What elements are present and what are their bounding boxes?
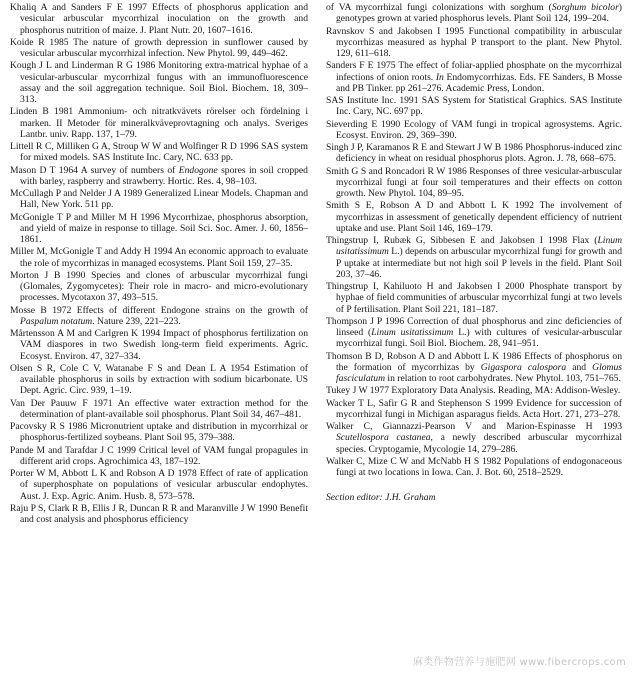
reference-entry: Thingstrup I, Kahiluoto H and Jakobsen I 2000 Phosphate transport by hyphae of field communities of arbuscular mycorrhizal fungi at two levels of P fertilisation. Plant Soil 221, 181–187. — [326, 281, 622, 315]
reference-entry: Smith G S and Roncadori R W 1986 Responses of three vesicular-arbuscular mycorrhizal fungi at four soil temperatures and their effects on cotton growth. New Phytol. 104, 89–95. — [326, 165, 622, 199]
reference-entry: of VA mycorrhizal fungi colonizations with sorghum (Sorghum bicolor) genotypes grown at varied phosphorus levels. Plant Soil 124, 199–204. — [326, 2, 622, 25]
reference-entry: Singh J P, Karamanos R E and Stewart J W B 1986 Phosphorus-induced zinc deficiency in wheat on residual phosphorus plots. Agron. J. 78, 668–675. — [326, 142, 622, 165]
references-right-list — [326, 2, 622, 478]
reference-entry: Sanders F E 1975 The effect of foliar-applied phosphate on the mycorrhizal infections of onion roots. In Endomycorrhizas. Eds. FE Sanders, B Mosse and PB Tinker. pp 261–276. Academic Press, London. — [326, 60, 622, 94]
reference-entry: Olsen S R, Cole C V, Watanabe F S and Dean L A 1954 Estimation of available phosphorus in soils by extraction with sodium bicarbonate. US Dept. Agric. Circ. 939, 1–19. — [10, 362, 308, 397]
reference-entry: McGonigle T P and Miller M H 1996 Mycorrhizae, phosphorus absorption, and yield of maize in response to tillage. Soil Sci. Soc. Amer. J. 60, 1856–1861. — [10, 211, 308, 245]
reference-entry: Miller M, McGonigle T and Addy H 1994 An economic approach to evaluate the role of mycorrhizas in managed ecosystems. Plant Soil 159, 27–35. — [10, 246, 308, 269]
reference-entry: McCullagh P and Nelder J A 1989 Generalized Linear Models. Chapman and Hall, New York. 511 pp. — [10, 188, 308, 211]
site-watermark: 麻类作物营养与施肥网 www.fibercrops.com — [413, 657, 626, 668]
reference-entry: Morton J B 1990 Species and clones of arbuscular mycorrhizal fungi (Glomales, Zygomycetes): Their role in macro- and micro-evolutionary processes. Mycotaxon 37, 493–515. — [10, 269, 308, 304]
reference-entry: Thompson J P 1996 Correction of dual phosphorus and zinc deficiencies of linseed (Linum usitatissimum L.) with cultures of vesicular-arbuscular mycorrhizal fungi. Soil Biol. Biochem. 28, 941–951. — [326, 315, 622, 350]
reference-entry: Kough J L and Linderman R G 1986 Monitoring extra-matrical hyphae of a vesicular-arbuscular mycorrhizal fungus with an immunofluorescence assay and the soil aggregation technique. Soil Biol. Biochem. 18, 309–313. — [10, 60, 308, 105]
reference-entry: Ravnskov S and Jakobsen I 1995 Functional compatibility in arbuscular mycorrhizas measured as hyphal P transport to the plant. New Phytol. 129, 611–618. — [326, 25, 622, 59]
reference-entry: Sieverding E 1990 Ecology of VAM fungi in tropical agrosystems. Agric. Ecosyst. Environ. 29, 369–390. — [326, 118, 622, 141]
reference-entry: Walker C, Giannazzi-Pearson V and Marion-Espinasse H 1993 Scutellospora castanea, a newly described arbuscular mycorrhizal species. Cryptogamie, Mycologie 14, 279–286. — [326, 421, 623, 455]
references-left-column — [10, 2, 308, 526]
reference-entry: Walker C, Mize C W and McNabb H S 1982 Populations of endogonaceous fungi at two locations in Iowa. Can. J. Bot. 60, 2518–2529. — [326, 455, 622, 478]
reference-entry: Thomson B D, Robson A D and Abbott L K 1986 Effects of phosphorus on the formation of mycorrhizas by Gigaspora calospora and Glomus fasciculatum in relation to root carbohydrates. New Phytol. 103, 751–765. — [326, 350, 623, 384]
reference-entry: Thingstrup I, Rubæk G, Sibbesen E and Jakobsen I 1998 Flax (Linum usitatissimum L.) depends on arbuscular mycorrhizal fungi for growth and P uptake at intermediate but not high soil P levels in the field. Plant Soil 203, 37–46. — [326, 235, 622, 280]
reference-entry: Wacker T L, Safir G R and Stephenson S 1999 Evidence for succession of mycorrhizal fungi in Michigan asparagus fields. Acta Hort. 271, 273–278. — [326, 397, 622, 420]
reference-entry: Mosse B 1972 Effects of different Endogone strains on the growth of Paspalum notatum. Nature 239, 221–223. — [10, 304, 308, 327]
reference-entry: Tukey J W 1977 Exploratory Data Analysis. Reading, MA: Addison-Wesley. — [326, 385, 621, 397]
reference-entry: Pande M and Tarafdar J C 1999 Critical level of VAM fungal propagules in different arid crops. Agrochimica 43, 187–192. — [10, 444, 308, 467]
references-right-column — [326, 2, 622, 504]
section-editor-note: Section editor: J.H. Graham — [326, 492, 436, 504]
reference-entry: Littell R C, Milliken G A, Stroup W W and Wolfinger R D 1996 SAS system for mixed models. SAS Institute Inc. Cary, NC. 633 pp. — [10, 141, 308, 164]
reference-entry: Linden B 1981 Ammonium- och nitratkvävets rörelser och fördelning i marken. II Metoder för mineralkväveprovtagning och analys. Sveriges Lantbr. univ. Rapp. 137, 1–79. — [10, 106, 308, 140]
reference-entry: Pacovsky R S 1986 Micronutrient uptake and distribution in mycorrhizal or phosphorus-fertilized soybeans. Plant Soil 95, 379–388. — [10, 421, 308, 444]
reference-entry: Mårtensson A M and Carlgren K 1994 Impact of phosphorus fertilization on VAM diaspores in two Swedish long-term field experiments. Agric. Ecosyst. Environ. 47, 327–334. — [10, 328, 308, 362]
reference-entry: Raju P S, Clark R B, Ellis J R, Duncan R R and Maranville J W 1990 Benefit and cost analysis and phosphorus efficiency — [10, 502, 308, 525]
reference-entry: Khaliq A and Sanders F E 1997 Effects of phosphorus application and vesicular arbuscular mycorrhizal inoculation on the growth and phosphorus nutrition of maize. J. Plant Nutr. 20, 1607–1616. — [10, 2, 308, 36]
reference-entry: Koide R 1985 The nature of growth depression in sunflower caused by vesicular arbuscular mycorrhizal infection. New Phytol. 99, 449–462. — [10, 36, 308, 59]
reference-entry: Porter W M, Abbott L K and Robson A D 1978 Effect of rate of application of superphosphate on populations of vesicular arbuscular endophytes. Aust. J. Exp. Agric. Anim. Husb. 8, 573–578. — [10, 468, 308, 502]
reference-entry: Van Der Pauuw F 1971 An effective water extraction method for the determination of plant-available soil phosphorus. Plant Soil 34, 467–481. — [10, 397, 308, 420]
reference-entry: Smith S E, Robson A D and Abbott L K 1992 The involvement of mycorrhizas in assessment of genetically dependent efficiency of nutrient uptake and use. Plant Soil 146, 169–179. — [326, 200, 622, 234]
reference-entry: Mason D T 1964 A survey of numbers of Endogone spores in soil cropped with barley, raspberry and strawberry. Hortic. Res. 4, 98–103. — [10, 164, 308, 187]
reference-entry: SAS Institute Inc. 1991 SAS System for Statistical Graphics. SAS Institute Inc. Cary, NC. 697 pp. — [326, 95, 622, 118]
